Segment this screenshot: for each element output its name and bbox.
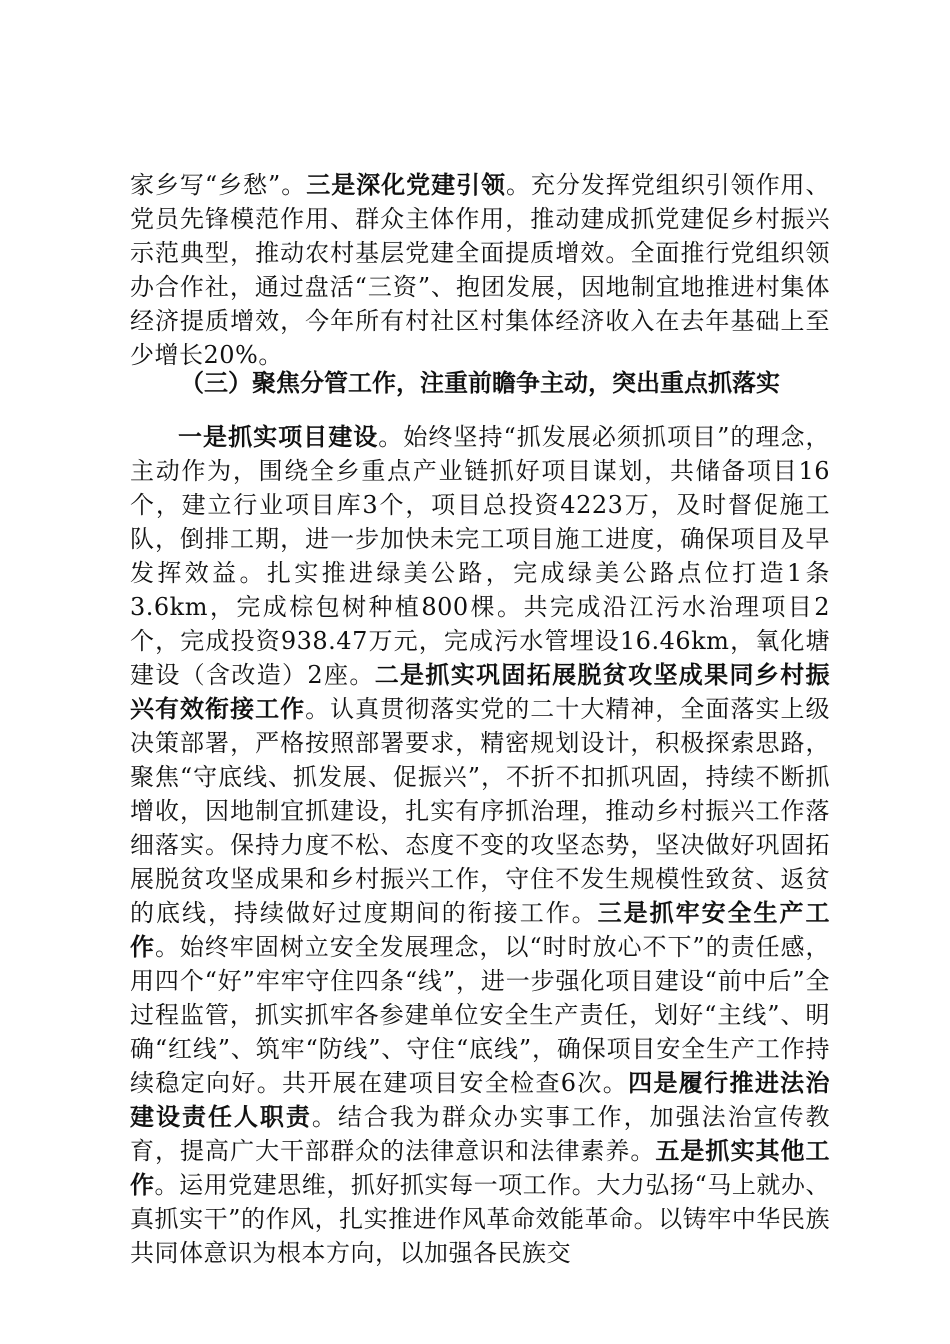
bold-point-label: 一是抓实项目建设 [178,423,379,451]
bold-point-label: 三是深化党建引领 [306,171,506,199]
paragraph-text: 。始终牢固树立安全发展理念，以“时时放心不下”的责任感，用四个“好”牢牢守住四条“线”，进一步强化项目建设“前中后”全过程监管，抓实抓牢各参建单位安全生产责任，划好“主线”、明确“红线”、筑牢“防线”、守住“底线”，确保项目安全生产工作持续稳定向好。共开展在建项目安全检查6次。 [130,933,830,1097]
bold-point-label: 二是抓实巩固拓展脱贫攻坚成果同乡村振兴有效衔接工作 [130,661,830,723]
paragraph-key-work [130,420,830,1270]
bold-point-label: 四是履行推进法治建设责任人职责 [130,1069,830,1131]
paragraph-text: 。认真贯彻落实党的二十大精神，全面落实上级决策部署，严格按照部署要求，精密规划设计，积极探索思路，聚焦“守底线、抓发展、促振兴”，不折不扣抓巩固，持续不断抓增收，因地制宜抓建设，扎实有序抓治理，推动乡村振兴工作落细落实。保持力度不松、态度不变的攻坚态势，坚决做好巩固拓展脱贫攻坚成果和乡村振兴工作，守住不发生规模性致贫、返贫的底线，持续做好过度期间的衔接工作。 [130,695,831,927]
bold-point-label: 五是抓实其他工作 [130,1137,831,1199]
bold-point-label: 三是抓牢安全生产工作 [130,899,831,961]
paragraph-text: 。运用党建思维，抓好抓实每一项工作。大力弘扬“马上就办、真抓实干”的作风，扎实推进作风革命效能革命。以铸牢中华民族共同体意识为根本方向，以加强各民族交 [130,1171,830,1267]
paragraph-rural-party-building [130,168,830,372]
paragraph-text: 。结合我为群众办实事工作，加强法治宣传教育，提高广大干部群众的法律意识和法律素养。 [130,1103,831,1165]
paragraph-text: 。充分发挥党组织引领作用、党员先锋模范作用、群众主体作用，推动建成抓党建促乡村振兴示范典型，推动农村基层党建全面提质增效。全面推行党组织领办合作社，通过盘活“三资”、抱团发展，因地制宜地推进村集体经济提质增效，今年所有村社区村集体经济收入在去年基础上至少增长20%。 [130,171,831,369]
paragraph-text: 。始终坚持“抓发展必须抓项目”的理念，主动作为，围绕全乡重点产业链抓好项目谋划，共储备项目16个，建立行业项目库3个，项目总投资4223万，及时督促施工队，倒排工期，进一步加快未完工项目施工进度，确保项目及早发挥效益。扎实推进绿美公路，完成绿美公路点位打造1条3.6km，完成棕包树种植800棵。共完成沿江污水治理项目2个，完成投资938.47万元，完成污水管埋设16.46km，氧化塘建设（含改造）2座。 [130,423,830,689]
paragraph-text: 家乡写“乡愁”。 [130,171,307,199]
section-heading: （三）聚焦分管工作，注重前瞻争主动，突出重点抓落实 [180,369,780,397]
